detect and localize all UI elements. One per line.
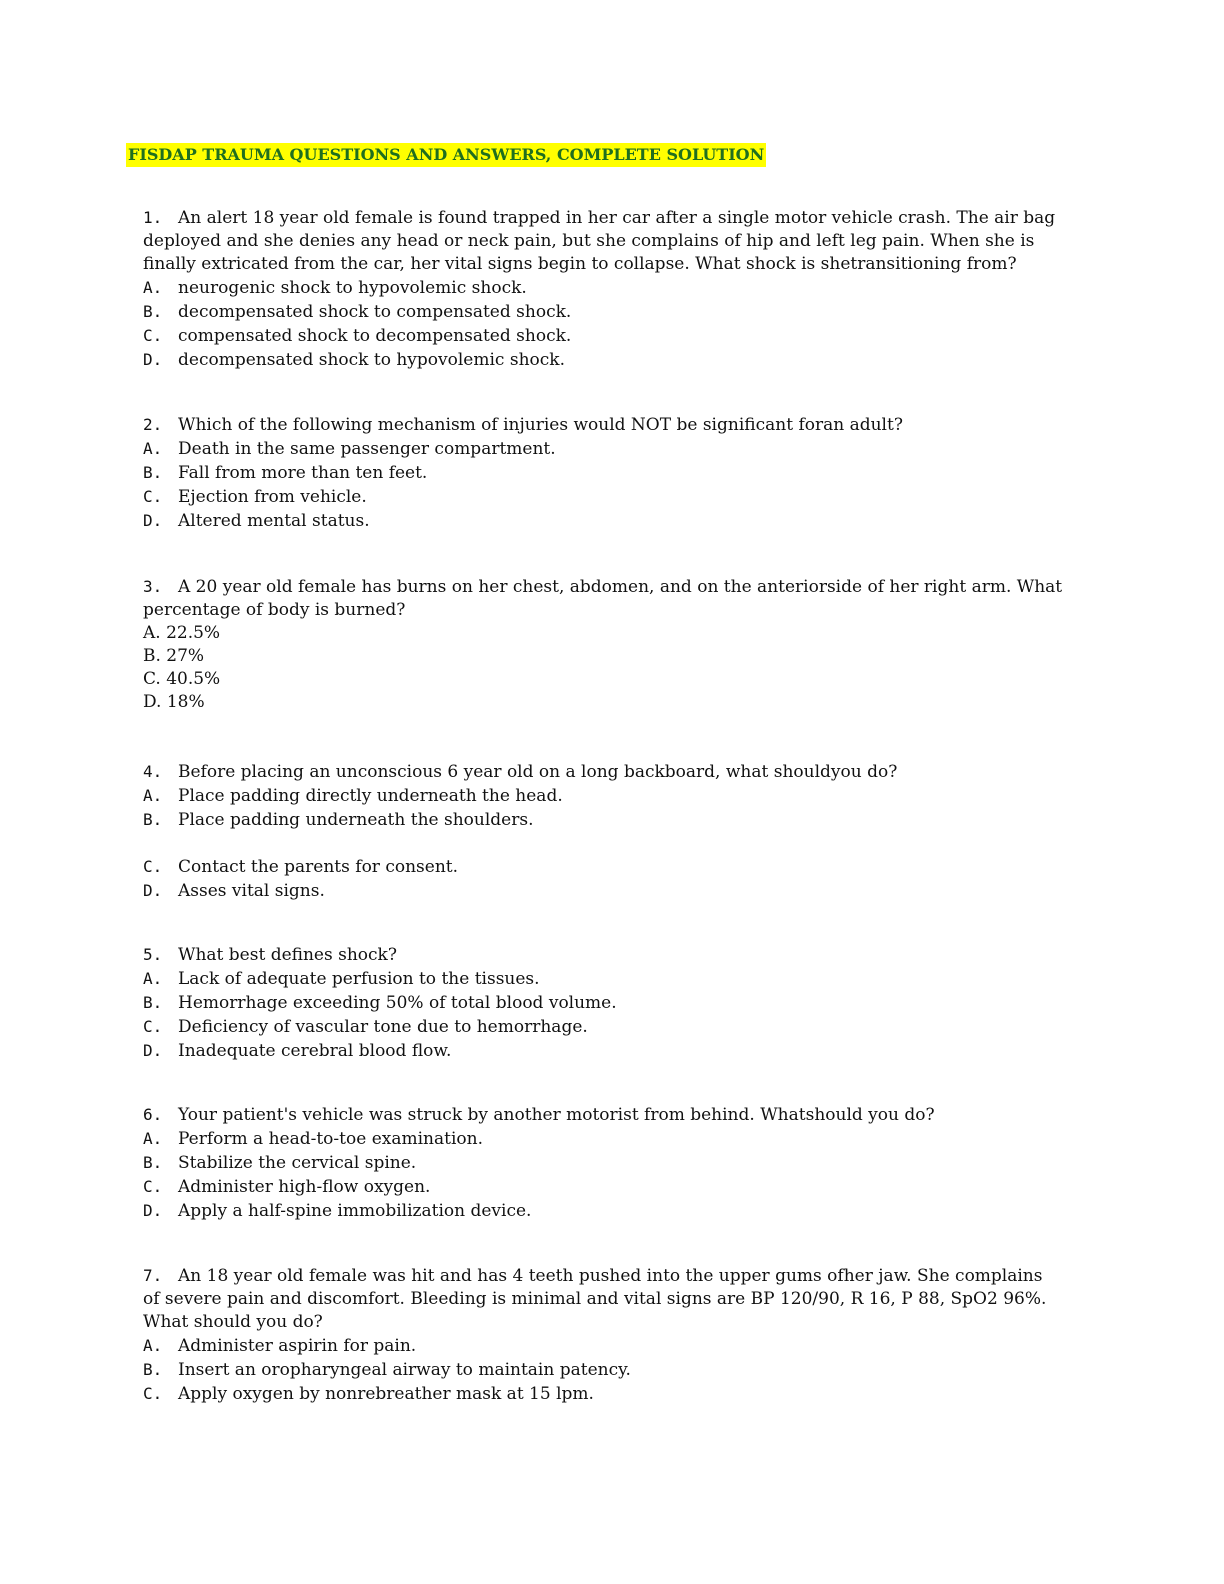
answer-option: C. compensated shock to decompensated shock. (143, 326, 572, 346)
answer-option: C. Administer high-flow oxygen. (143, 1177, 431, 1197)
question-text: An alert 18 year old female is found trapped in her car after a single motor vehicle crash. The air bag deployed and she denies any head or neck pain, but she complains of hip and left leg pain. When she is finally extricated from the car, her vital signs begin to collapse. What shock is shetransitioning from? (143, 208, 1056, 274)
question-stem (143, 575, 1063, 622)
answer-option: A. 22.5% (143, 623, 221, 643)
question-text: Which of the following mechanism of injuries would NOT be significant foran adult? (178, 415, 903, 435)
question-stem (143, 760, 1063, 784)
question-stem (143, 1264, 1063, 1334)
answer-option: D. Apply a half-spine immobilization device. (143, 1201, 532, 1221)
answer-option: A. Lack of adequate perfusion to the tissues. (143, 969, 540, 989)
question-1 (143, 206, 1063, 372)
question-number: 7. (143, 1266, 163, 1285)
answer-option: A. Administer aspirin for pain. (143, 1336, 417, 1356)
question-5 (143, 943, 1063, 1063)
question-text: A 20 year old female has burns on her chest, abdomen, and on the anteriorside of her right arm. What percentage of body is burned? (143, 577, 1063, 620)
answer-option: C. 40.5% (143, 669, 221, 689)
question-number: 3. (143, 577, 163, 596)
answer-option: A. neurogenic shock to hypovolemic shock. (143, 278, 527, 298)
question-text: An 18 year old female was hit and has 4 teeth pushed into the upper gums ofher jaw. She complains of severe pain and discomfort. Bleeding is minimal and vital signs are BP 120/90, R 16, P 88, SpO2 96%. What should you do? (143, 1266, 1047, 1332)
question-number: 1. (143, 208, 163, 227)
question-3 (143, 575, 1063, 714)
question-stem (143, 413, 1063, 437)
answer-option: D. 18% (143, 692, 205, 712)
question-text: Before placing an unconscious 6 year old on a long backboard, what shouldyou do? (178, 762, 898, 782)
question-stem (143, 943, 1063, 967)
answer-option: C. Ejection from vehicle. (143, 487, 367, 507)
answer-option: B. decompensated shock to compensated shock. (143, 302, 572, 322)
document-title: FISDAP TRAUMA QUESTIONS AND ANSWERS, COMPLETE SOLUTION (126, 143, 766, 167)
question-stem (143, 206, 1063, 276)
question-2 (143, 413, 1063, 533)
question-number: 5. (143, 945, 163, 964)
answer-option: D. decompensated shock to hypovolemic shock. (143, 350, 565, 370)
question-6 (143, 1103, 1063, 1223)
question-text: Your patient's vehicle was struck by another motorist from behind. Whatshould you do? (178, 1105, 935, 1125)
answer-option: C. Apply oxygen by nonrebreather mask at 15 lpm. (143, 1384, 594, 1404)
question-7 (143, 1264, 1063, 1406)
answer-option: C. Deficiency of vascular tone due to hemorrhage. (143, 1017, 588, 1037)
answer-option: A. Place padding directly underneath the head. (143, 786, 563, 806)
answer-option: D. Inadequate cerebral blood flow. (143, 1041, 452, 1061)
answer-option: B. Stabilize the cervical spine. (143, 1153, 417, 1173)
answer-option: B. Place padding underneath the shoulders. (143, 810, 534, 830)
answer-option: B. Hemorrhage exceeding 50% of total blood volume. (143, 993, 617, 1013)
answer-option: D. Altered mental status. (143, 511, 370, 531)
question-number: 2. (143, 415, 163, 434)
answer-option: B. Fall from more than ten feet. (143, 463, 428, 483)
answer-option: C. Contact the parents for consent. (143, 857, 459, 877)
question-4 (143, 760, 1063, 903)
question-text: What best defines shock? (178, 945, 397, 965)
question-number: 4. (143, 762, 163, 781)
answer-option: A. Death in the same passenger compartment. (143, 439, 556, 459)
question-stem (143, 1103, 1063, 1127)
answer-option: D. Asses vital signs. (143, 881, 325, 901)
question-number: 6. (143, 1105, 163, 1124)
answer-option: B. 27% (143, 646, 205, 666)
answer-option: A. Perform a head-to-toe examination. (143, 1129, 483, 1149)
answer-option: B. Insert an oropharyngeal airway to maintain patency. (143, 1360, 631, 1380)
